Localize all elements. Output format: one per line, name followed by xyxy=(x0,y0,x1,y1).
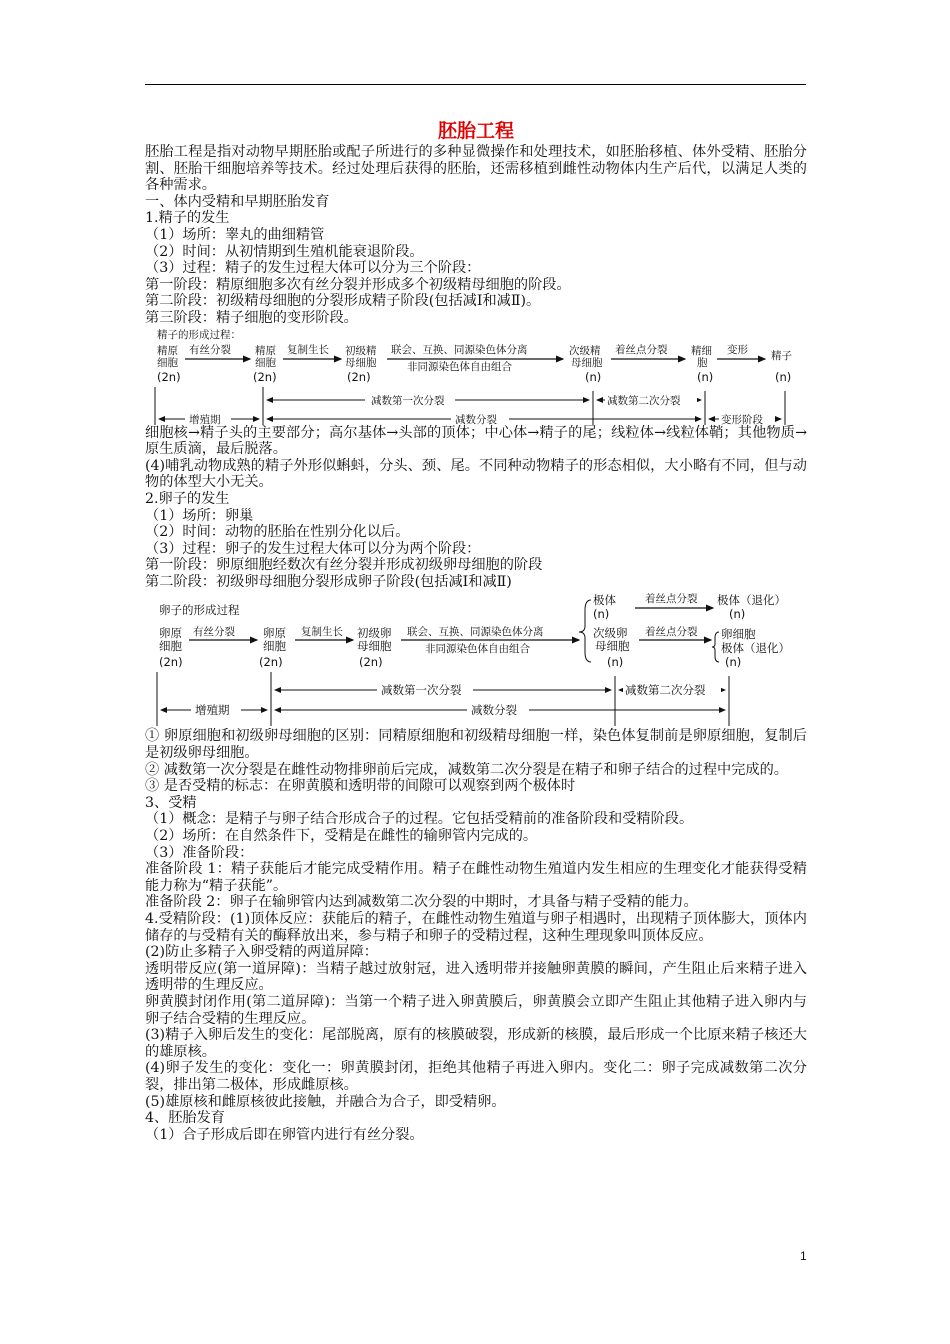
arrow-label: 联会、互换、同源染色体分离 xyxy=(407,626,544,639)
arrow-label: 有丝分裂 xyxy=(193,626,235,639)
cell-label: 母细胞 xyxy=(357,639,392,654)
range-label: 减数第一次分裂 xyxy=(371,394,445,407)
document-body xyxy=(145,118,807,1143)
arrow-label: 非同源染色体自由组合 xyxy=(425,643,530,656)
cell-label: 次级精 xyxy=(569,344,601,357)
cell-label: 母细胞 xyxy=(571,356,603,369)
paragraph: 准备阶段 1：精子获能后才能完成受精作用。精子在雌性动物生殖道内发生相应的生理变化才能获得受精能力称为“精子获能”。 xyxy=(145,861,807,894)
paragraph: ③ 是否受精的标志：在卵黄膜和透明带的间隙可以观察到两个极体时 xyxy=(145,778,576,795)
ploidy-label: (2n) xyxy=(359,655,383,670)
paragraph: （1）场所：睾丸的曲细精管 xyxy=(145,226,325,243)
ploidy-label: (2n) xyxy=(157,369,181,384)
ploidy-label: (2n) xyxy=(159,655,183,670)
ploidy-label: (n) xyxy=(593,607,610,622)
paragraph: （1）场所：卵巢 xyxy=(145,507,254,524)
cell-label: 极体（退化） xyxy=(717,593,786,608)
section-heading: 4、胚胎发育 xyxy=(145,1110,225,1127)
arrow-label: 变形 xyxy=(727,343,748,356)
arrow-label: 联会、互换、同源染色体分离 xyxy=(391,343,528,356)
cell-label: 次级卵 xyxy=(593,626,628,641)
diagram-title: 卵子的形成过程 xyxy=(159,603,240,618)
paragraph: ① 卵原细胞和初级卵母细胞的区别：同精原细胞和初级精母细胞一样，染色体复制前是卵原细胞，复制后是初级卵母细胞。 xyxy=(145,728,807,762)
cell-label: 卵原 xyxy=(263,626,286,641)
cell-label: 卵细胞 xyxy=(721,627,756,642)
paragraph: （1）概念：是精子与卵子结合形成合子的过程。它包括受精前的准备阶段和受精阶段。 xyxy=(145,811,694,828)
intro-paragraph: 胚胎工程是指对动物早期胚胎或配子所进行的多种显微操作和处理技术，如胚胎移植、体外受精、胚胎分割、胚胎干细胞培养等技术。经过处理后获得的胚胎，还需移植到雌性动物体内生产后代，以满足人类的各种需求。 xyxy=(145,144,807,194)
ploidy-label: (2n) xyxy=(253,369,277,384)
paragraph: (2)防止多精子入卵受精的两道屏障： xyxy=(145,944,378,961)
paragraph: 准备阶段 2：卵子在输卵管内达到减数第二次分裂的中期时，才具备与精子受精的能力。 xyxy=(145,894,698,911)
arrow-label: 着丝点分裂 xyxy=(615,343,668,356)
page-title: 胚胎工程 xyxy=(437,120,514,142)
paragraph: 第一阶段：卵原细胞经数次有丝分裂并形成初级卵母细胞的阶段 xyxy=(145,557,543,574)
range-label: 增殖期 xyxy=(195,703,230,718)
paragraph: (4)卵子发生的变化：变化一：卵黄膜封闭，拒绝其他精子再进入卵内。变化二：卵子完成减数第二次分裂，排出第二极体，形成雌原核。 xyxy=(145,1060,807,1093)
cell-label: 细胞 xyxy=(263,639,286,654)
ploidy-label: (n) xyxy=(697,369,714,384)
paragraph: 透明带反应(第一道屏障)：当精子越过放射冠，进入透明带并接触卵黄膜的瞬间，产生阻止后来精子进入透明带的生理反应。 xyxy=(145,960,807,994)
range-label: 减数第一次分裂 xyxy=(381,683,462,698)
paragraph: （3）准备阶段： xyxy=(145,844,254,861)
arrow-label: 复制生长 xyxy=(301,626,343,639)
paragraph: 第一阶段：精原细胞多次有丝分裂并形成多个初级精母细胞的阶段。 xyxy=(145,276,571,293)
range-label: 减数分裂 xyxy=(471,703,517,718)
cell-label: 精子 xyxy=(771,349,792,362)
cell-label: 精原 xyxy=(255,344,276,357)
paragraph: 4.受精阶段：(1)顶体反应：获能后的精子，在雌性动物生殖道与卵子相遇时，出现精子顶体膨大，顶体内储存的与受精有关的酶释放出来，参与精子和卵子的受精过程，这种生理现象叫顶体反应。 xyxy=(145,911,807,944)
paragraph: 第二阶段：初级精母细胞的分裂形成精子阶段(包括减Ⅰ和减Ⅱ)。 xyxy=(145,293,541,310)
ploidy-label: (n) xyxy=(607,655,624,670)
page-number: 1 xyxy=(800,1249,807,1263)
diagram-title: 精子的形成过程： xyxy=(157,328,241,341)
cell-label: 母细胞 xyxy=(345,356,377,369)
cell-label: 细胞 xyxy=(159,639,182,654)
paragraph: 第二阶段：初级卵母细胞分裂形成卵子阶段(包括减Ⅰ和减Ⅱ) xyxy=(145,573,512,590)
paragraph: （2）时间：动物的胚胎在性别分化以后。 xyxy=(145,524,410,541)
ploidy-label: (2n) xyxy=(347,369,371,384)
cell-label: 胞 xyxy=(697,356,708,369)
arrow-label: 复制生长 xyxy=(287,343,329,356)
paragraph: （2）场所：在自然条件下，受精是在雌性的输卵管内完成的。 xyxy=(145,828,538,845)
cell-label: 极体（退化） xyxy=(721,641,790,656)
paragraph: 第三阶段：精子细胞的变形阶段。 xyxy=(145,309,358,326)
section-heading: 3、受精 xyxy=(145,794,197,811)
range-label: 变形阶段 xyxy=(721,413,763,425)
arrow-label: 非同源染色体自由组合 xyxy=(407,360,512,373)
header-rule xyxy=(145,84,806,85)
paragraph: ② 减数第一次分裂是在雌性动物排卵前后完成，减数第二次分裂是在精子和卵子结合的过程中完成的。 xyxy=(145,761,788,778)
paragraph: 卵黄膜封闭作用(第二道屏障)：当第一个精子进入卵黄膜后，卵黄膜会立即产生阻止其他精子进入卵内与卵子结合受精的生理反应。 xyxy=(145,993,807,1027)
ploidy-label: (n) xyxy=(585,369,602,384)
range-label: 增殖期 xyxy=(189,413,221,425)
paragraph: （3）过程：卵子的发生过程大体可以分为两个阶段： xyxy=(145,540,481,557)
paragraph: 细胞核→精子头的主要部分；高尔基体→头部的顶体；中心体→精子的尾；线粒体→线粒体鞘；其他物质→原生质滴，最后脱落。 xyxy=(145,424,807,458)
arrow-label: 着丝点分裂 xyxy=(645,626,698,639)
paragraph: （1）合子形成后即在卵管内进行有丝分裂。 xyxy=(145,1126,424,1143)
ploidy-label: (n) xyxy=(729,607,746,622)
ploidy-label: (n) xyxy=(725,655,742,670)
cell-label: 细胞 xyxy=(157,356,178,369)
range-label: 减数第二次分裂 xyxy=(607,394,681,407)
subsection-heading: 2.卵子的发生 xyxy=(145,490,230,507)
cell-label: 精原 xyxy=(157,344,178,357)
paragraph: (5)雄原核和雌原核彼此接触，并融合为合子，即受精卵。 xyxy=(145,1093,506,1110)
cell-label: 卵原 xyxy=(159,626,182,641)
cell-label: 母细胞 xyxy=(595,639,630,654)
cell-label: 精细 xyxy=(691,344,712,357)
paragraph: （3）过程：精子的发生过程大体可以分为三个阶段： xyxy=(145,260,481,277)
arrow-label: 着丝点分裂 xyxy=(645,593,698,606)
range-label: 减数分裂 xyxy=(455,413,497,425)
ploidy-label: (2n) xyxy=(259,655,283,670)
cell-label: 极体 xyxy=(593,593,616,608)
range-label: 减数第二次分裂 xyxy=(625,683,706,698)
paragraph: (3)精子入卵后发生的变化：尾部脱离，原有的核膜破裂，形成新的核膜，最后形成一个比原来精子核还大的雄原核。 xyxy=(145,1027,807,1060)
cell-label: 细胞 xyxy=(255,356,276,369)
paragraph: （2）时间：从初情期到生殖机能衰退阶段。 xyxy=(145,243,424,260)
section-heading: 一、体内受精和早期胚胎发育 xyxy=(145,193,330,210)
sperm-formation-diagram xyxy=(145,329,807,425)
subsection-heading: 1.精子的发生 xyxy=(145,210,230,227)
egg-formation-diagram xyxy=(145,592,807,728)
ploidy-label: (n) xyxy=(775,369,792,384)
cell-label: 初级精 xyxy=(345,344,377,357)
cell-label: 初级卵 xyxy=(357,626,392,641)
paragraph: (4)哺乳动物成熟的精子外形似蝌蚪，分头、颈、尾。不同种动物精子的形态相似，大小略有不同，但与动物的体型大小无关。 xyxy=(145,457,807,491)
arrow-label: 有丝分裂 xyxy=(189,343,231,356)
